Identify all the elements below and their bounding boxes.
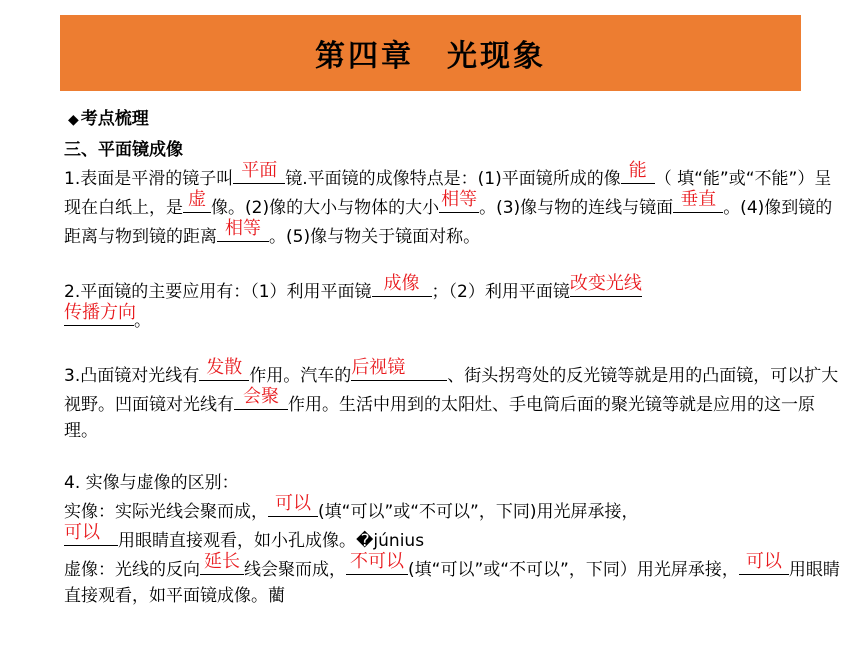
real-text-2: (填“可以”或“不可以”，下同)用光屏承接， (318, 502, 639, 522)
p1-answer-6: 相等 (225, 218, 261, 239)
chapter-title: 第四章 光现象 (315, 39, 546, 74)
p2-answer-2: 改变光线 (569, 273, 642, 294)
p3-text-1: 3.凸面镜对光线有 (64, 366, 200, 386)
paragraph-gap (64, 444, 844, 470)
real-text-1: 实像：实际光线会聚而成， (64, 502, 268, 522)
virtual-text-1: 虚像：光线的反向 (64, 560, 200, 580)
p1-blank-4 (439, 189, 479, 213)
p3-text-2: 作用。汽车的 (249, 366, 352, 386)
virtual-blank-1 (200, 551, 244, 575)
p2-blank-1 (372, 273, 432, 297)
virtual-blank-3 (739, 551, 789, 575)
p2-blank-3 (64, 302, 136, 326)
virtual-text-2: 线会聚而成， (244, 560, 346, 580)
p3-text-3: 、街头拐弯处的反光镜等就是用的凸面镜，可以扩大视野。凹面镜对光线有 (64, 366, 839, 415)
paragraph-4-heading: 4. 实像与虚像的区别： (64, 473, 239, 493)
p1-blank-2 (621, 160, 655, 184)
p1-answer-1: 平面 (241, 160, 278, 181)
section-heading (68, 104, 149, 129)
virtual-answer-2: 不可以 (350, 551, 404, 572)
paragraph-4-real-image (64, 493, 844, 554)
p1-answer-4: 相等 (441, 189, 478, 210)
virtual-text-3: (填“可以”或“不可以”，下同）用光屏承接， (408, 560, 739, 580)
paragraph-2 (64, 273, 844, 334)
p1-text-1: 1.表面是平滑的镜子叫 (64, 169, 234, 189)
p2-blank-2 (569, 273, 642, 297)
p1-text-2: 镜.平面镜的成像特点是：(1)平面镜所成的像 (285, 169, 621, 189)
p1-blank-1 (233, 160, 285, 184)
virtual-answer-3: 可以 (745, 551, 782, 572)
virtual-text-4: 用眼睛直接观看，如平面镜成像。藺 (64, 560, 840, 606)
p1-blank-3 (183, 189, 211, 213)
content-body (64, 137, 844, 609)
p2-text-2: ；（2）利用平面镜 (431, 282, 570, 302)
real-answer-1: 可以 (275, 493, 311, 514)
section-heading-label: 考点梳理 (80, 109, 149, 129)
paragraph-gap (64, 334, 844, 360)
paragraph-3 (64, 357, 844, 444)
p1-text-5: 。(3)像与物的连线与镜面 (479, 198, 674, 218)
p3-blank-3 (234, 386, 288, 410)
p2-text-3: 。 (134, 311, 151, 331)
p2-answer-3: 传播方向 (64, 302, 136, 323)
p1-answer-5: 垂直 (680, 189, 717, 210)
paragraph-1 (64, 160, 844, 250)
p1-text-7: 。(5)像与物关于镜面对称。 (269, 227, 481, 247)
paragraph-gap (64, 250, 844, 276)
p3-answer-1: 发散 (206, 357, 243, 378)
diamond-bullet-icon: ◆ (68, 112, 79, 128)
p3-answer-2: 后视镜 (351, 357, 406, 378)
paragraph-4-virtual-image (64, 551, 844, 609)
p2-text-1: 2.平面镜的主要应用有：（1）利用平面镜 (64, 282, 372, 302)
p1-text-4: 像。(2)像的大小与物体的大小 (211, 198, 440, 218)
p3-text-4: 作用。生活中用到的太阳灶、手电筒后面的聚光镜等就是应用的这一原理。 (64, 395, 815, 441)
real-text-3: 用眼睛直接观看，如小孔成像。�június (118, 531, 425, 551)
virtual-answer-1: 延长 (204, 551, 240, 572)
virtual-blank-2 (346, 551, 408, 575)
chapter-title-bar (60, 15, 801, 91)
real-blank-2 (64, 522, 118, 546)
real-blank-1 (268, 493, 318, 517)
p1-text-6: 。(4)像到镜的距离与物到镜的距离 (64, 198, 833, 247)
p2-answer-1: 成像 (383, 273, 420, 294)
real-answer-2: 可以 (64, 522, 100, 543)
p1-answer-3: 虚 (188, 189, 206, 210)
p1-text-3: （ 填“能”或“不能”）呈现在白纸上，是 (64, 169, 832, 218)
p3-answer-3: 会聚 (243, 386, 279, 407)
p3-blank-1 (199, 357, 249, 381)
p3-blank-2 (351, 357, 447, 381)
p1-blank-5 (673, 189, 723, 213)
p1-answer-2: 能 (628, 160, 647, 181)
topic-heading: 三、平面镜成像 (64, 140, 183, 160)
p1-blank-6 (217, 218, 269, 242)
